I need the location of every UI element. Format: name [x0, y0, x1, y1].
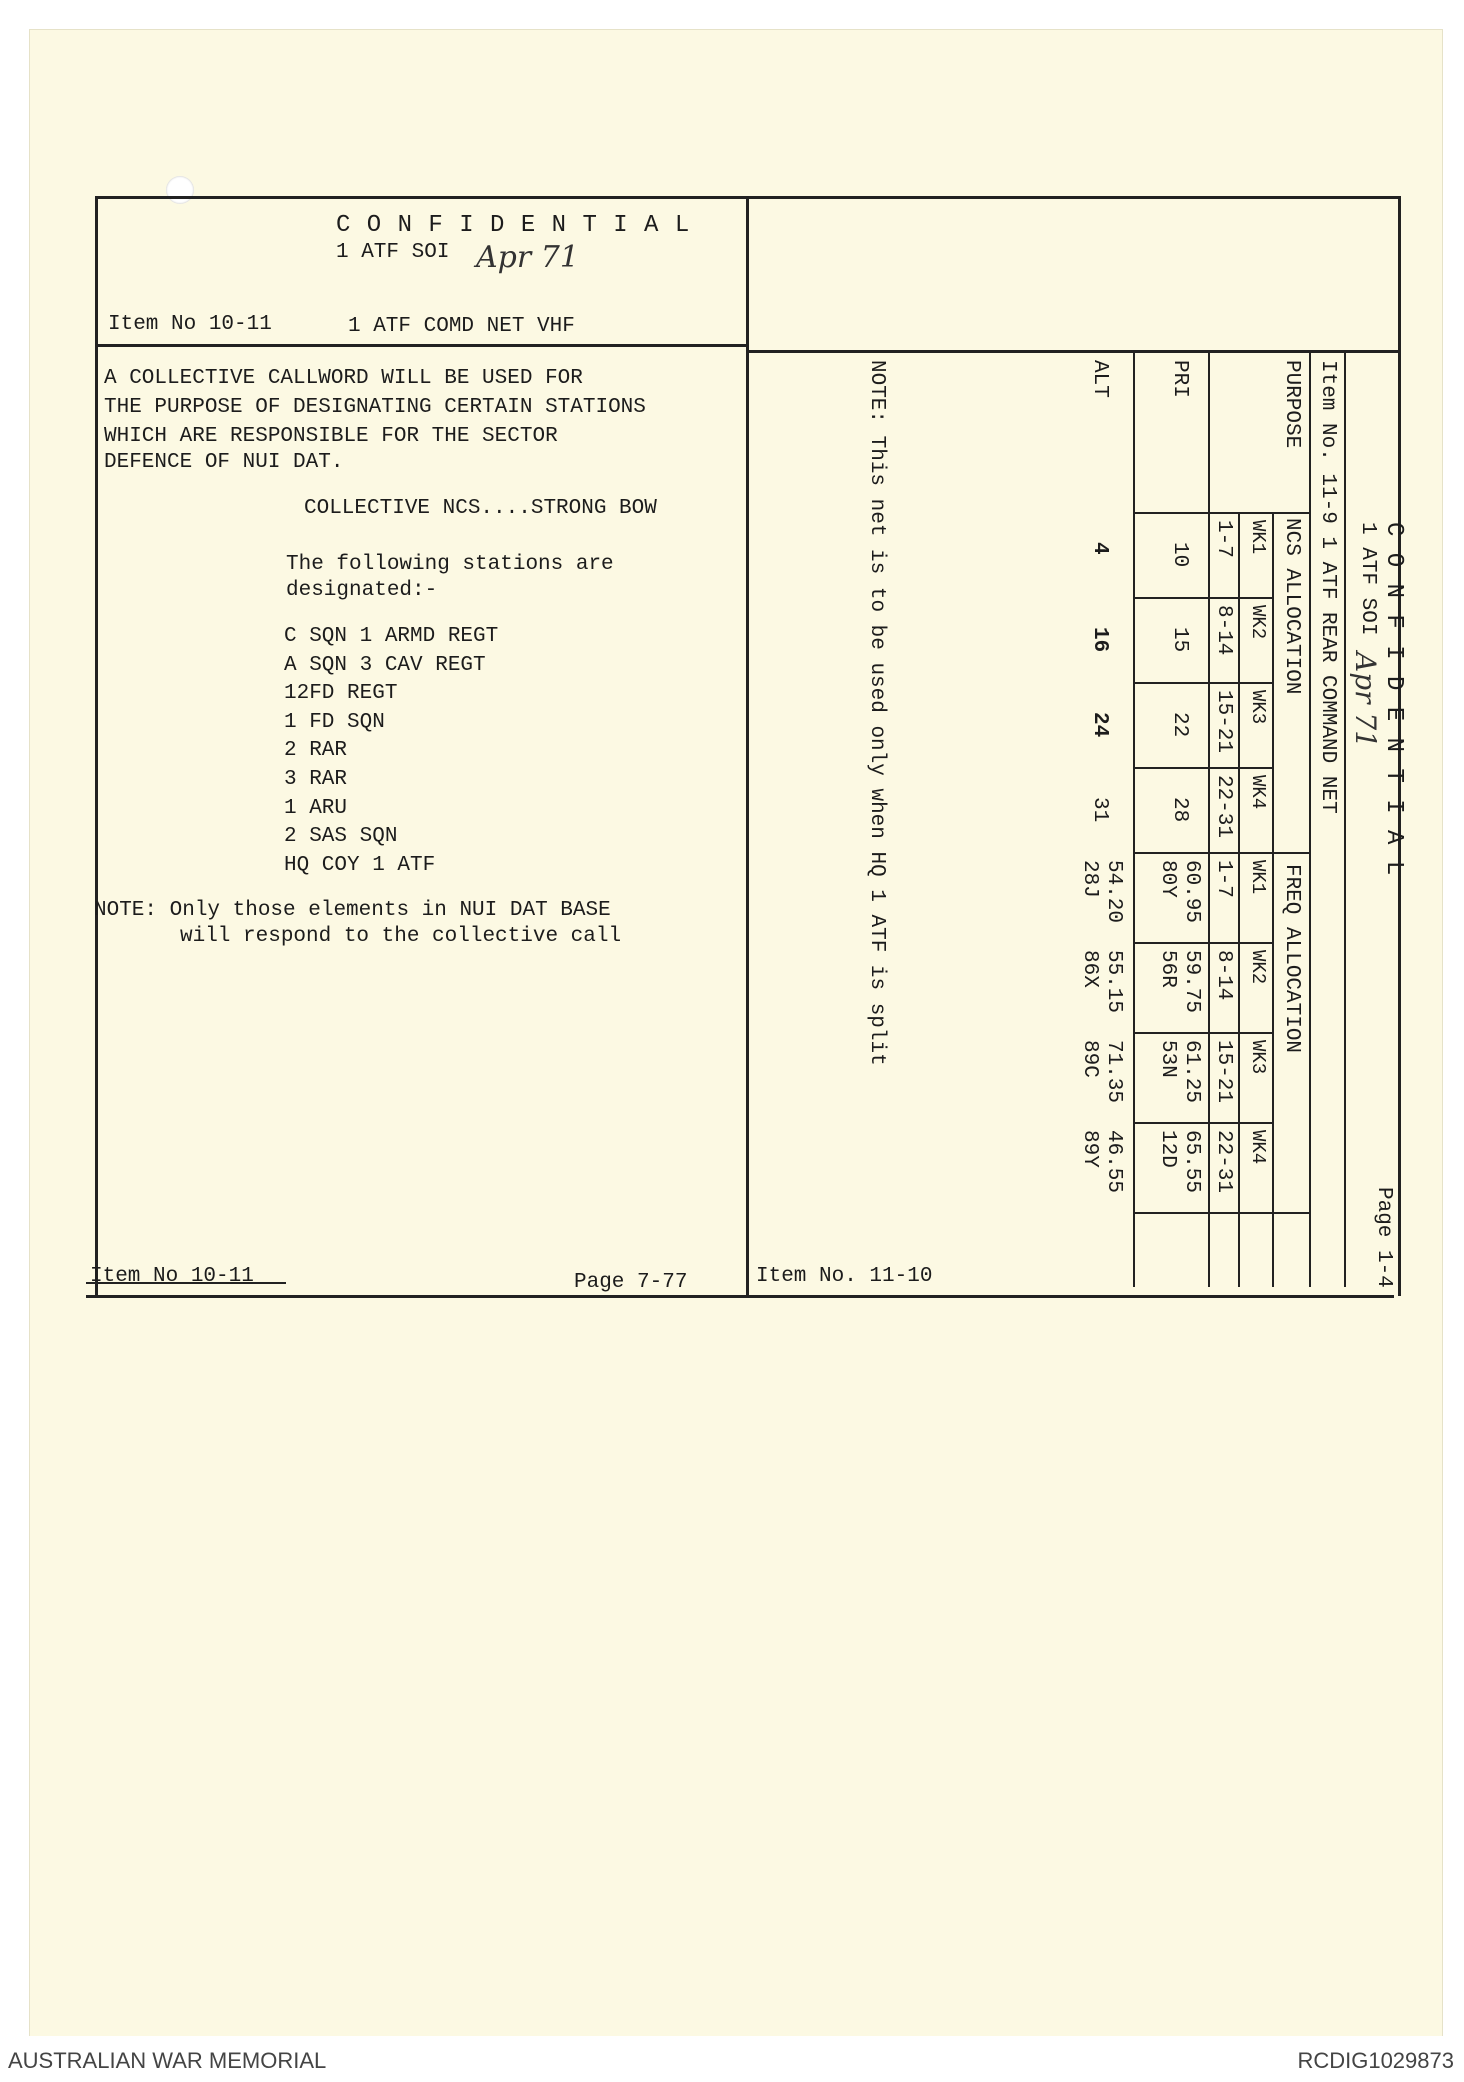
ncs-cell: 4: [1088, 542, 1111, 555]
archive-footer: [0, 2036, 1464, 2082]
callsign-cell: 53N: [1156, 1040, 1179, 1078]
day-range: 1-7: [1212, 520, 1235, 558]
week-header: WK1: [1247, 860, 1269, 895]
table-rule: [1344, 352, 1346, 1287]
freq-cell: 65.55: [1180, 1130, 1203, 1194]
right-footer-page: Page 1-4: [1372, 1187, 1395, 1288]
day-range: 15-21: [1212, 1040, 1235, 1104]
frame-bottom: [86, 1295, 1394, 1298]
table-rule: [1135, 1032, 1274, 1034]
day-range: 1-7: [1212, 860, 1235, 898]
station-item: 2 RAR: [284, 739, 348, 762]
left-footer-item: Item No 10-11: [90, 1265, 254, 1288]
body-line: THE PURPOSE OF DESIGNATING CERTAIN STATIONS: [104, 396, 646, 419]
week-header: WK4: [1247, 1130, 1269, 1165]
freq-cell: 55.15: [1102, 950, 1125, 1014]
right-note: NOTE: This net is to be used only when HQ 1 ATF is split: [865, 360, 888, 1066]
freq-allocation-label: FREQ ALLOCATION: [1280, 864, 1303, 1054]
table-rule: [1133, 352, 1135, 1287]
callsign-cell: 56R: [1156, 950, 1179, 988]
station-item: 3 RAR: [284, 768, 348, 791]
day-range: 22-31: [1212, 1130, 1235, 1194]
freq-cell: 61.25: [1180, 1040, 1203, 1104]
day-range: 8-14: [1212, 950, 1235, 1001]
ncs-cell: 15: [1168, 627, 1191, 653]
week-header: WK3: [1247, 690, 1269, 725]
archive-footer-right: RCDIG1029873: [1297, 2048, 1454, 2073]
station-item: 1 FD SQN: [284, 711, 385, 734]
ncs-cell: 28: [1168, 797, 1191, 823]
left-handwritten-date: Apr 71: [476, 240, 579, 275]
freq-cell: 60.95: [1180, 860, 1203, 924]
table-rule: [1135, 942, 1274, 944]
left-note-line: NOTE: Only those elements in NUI DAT BASE: [94, 899, 611, 922]
left-note-line: will respond to the collective call: [180, 925, 622, 948]
station-item: A SQN 3 CAV REGT: [284, 654, 486, 677]
ncs-cell: 22: [1168, 712, 1191, 738]
week-header: WK3: [1247, 1040, 1269, 1075]
station-item: 2 SAS SQN: [284, 825, 398, 848]
ncs-cell: 10: [1168, 542, 1191, 568]
callsign-cell: 80Y: [1156, 860, 1179, 898]
left-item-number: Item No 10-11: [108, 313, 272, 336]
left-item-title: 1 ATF COMD NET VHF: [348, 315, 575, 338]
callsign-cell: 12D: [1156, 1130, 1179, 1168]
ncs-cell: 31: [1088, 797, 1111, 823]
left-header-rule: [95, 344, 749, 347]
day-range: 15-21: [1212, 690, 1235, 754]
punch-hole: [166, 176, 194, 204]
rear-command-net-table: [745, 352, 1407, 1292]
week-header: WK1: [1247, 520, 1269, 555]
callsign-cell: 28J: [1078, 860, 1101, 898]
week-header: WK4: [1247, 775, 1269, 810]
purpose-label: PURPOSE: [1280, 360, 1303, 449]
table-rule: [1272, 512, 1274, 1287]
table-rule: [1135, 512, 1311, 514]
table-rule: [1238, 512, 1240, 1287]
station-item: C SQN 1 ARMD REGT: [284, 625, 499, 648]
table-rule: [1135, 852, 1311, 854]
body-line: A COLLECTIVE CALLWORD WILL BE USED FOR: [104, 367, 583, 390]
collective-ncs: COLLECTIVE NCS....STRONG BOW: [304, 497, 657, 520]
table-rule: [1135, 767, 1274, 769]
table-rule: [1135, 1212, 1311, 1214]
ncs-allocation-label: NCS ALLOCATION: [1280, 518, 1303, 695]
row-label-pri: PRI: [1168, 360, 1191, 398]
table-rule: [1135, 1122, 1274, 1124]
freq-cell: 46.55: [1102, 1130, 1125, 1194]
body-line: WHICH ARE RESPONSIBLE FOR THE SECTOR: [104, 425, 558, 448]
callsign-cell: 89Y: [1078, 1130, 1101, 1168]
freq-cell: 54.20: [1102, 860, 1125, 924]
table-rule: [1208, 352, 1210, 1287]
right-item-title: Item No. 11-9 1 ATF REAR COMMAND NET: [1316, 360, 1339, 814]
right-classification: C O N F I D E N T I A L: [1380, 522, 1407, 877]
ncs-cell: 24: [1088, 712, 1111, 738]
day-range: 22-31: [1212, 775, 1235, 839]
row-label-alt: ALT: [1088, 360, 1111, 398]
station-item: 12FD REGT: [284, 682, 398, 705]
frame-left: [95, 196, 98, 1296]
table-rule: [1135, 682, 1274, 684]
freq-cell: 59.75: [1180, 950, 1203, 1014]
right-footer-item: Item No. 11-10: [756, 1265, 933, 1288]
archive-footer-left: AUSTRALIAN WAR MEMORIAL: [8, 2048, 327, 2073]
callsign-cell: 86X: [1078, 950, 1101, 988]
day-range: 8-14: [1212, 605, 1235, 656]
designated-line: designated:-: [286, 579, 438, 602]
table-rule: [1135, 597, 1274, 599]
station-item: 1 ARU: [284, 797, 348, 820]
designated-line: The following stations are: [286, 553, 614, 576]
station-item: HQ COY 1 ATF: [284, 854, 436, 877]
body-line: DEFENCE OF NUI DAT.: [104, 451, 344, 474]
right-handwritten-date: Apr 71: [1349, 652, 1382, 749]
week-header: WK2: [1247, 950, 1269, 985]
left-classification: C O N F I D E N T I A L: [336, 212, 691, 239]
table-rule: [1309, 352, 1311, 1287]
left-footer-page: Page 7-77: [574, 1271, 688, 1294]
right-soi: 1 ATF SOI: [1356, 522, 1379, 636]
freq-cell: 71.35: [1102, 1040, 1125, 1104]
week-header: WK2: [1247, 605, 1269, 640]
ncs-cell: 16: [1088, 627, 1111, 653]
left-soi: 1 ATF SOI: [336, 241, 450, 264]
callsign-cell: 89C: [1078, 1040, 1101, 1078]
